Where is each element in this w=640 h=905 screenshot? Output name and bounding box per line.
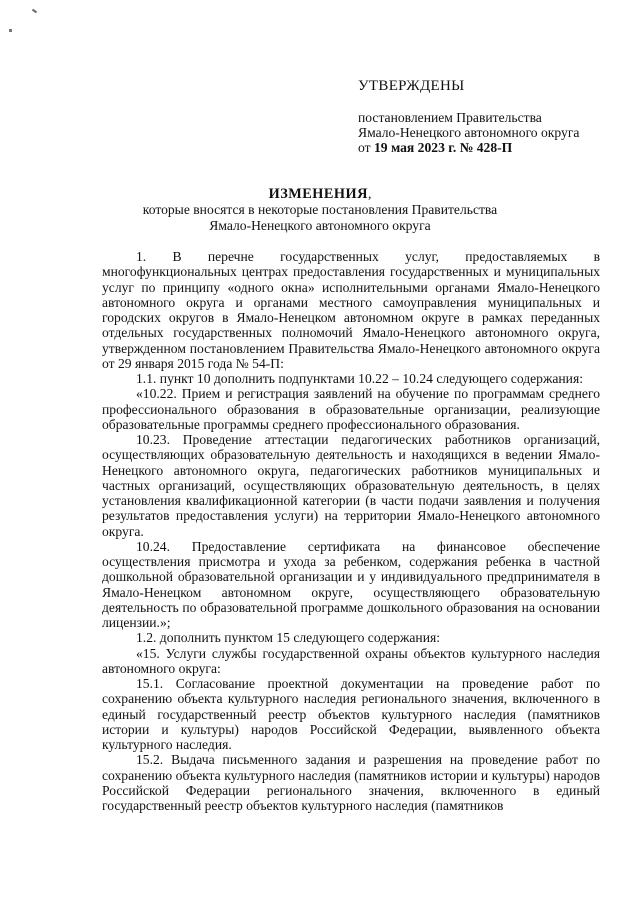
approval-line: постановлением Правительства [358, 110, 542, 125]
approval-stamp [358, 79, 579, 155]
paragraph: 1.1. пункт 10 дополнить подпунктами 10.22 – 10.24 следующего содержания: [136, 371, 583, 386]
paragraph: 15.2. Выдача письменного задания и разрешения на проведение работ по сохранению объекта культурного наследия (памятников истории и культуры) народов Российской Федерации регионального значения, включенного в единый государственный реестр объектов культурного наследия (памятников [102, 752, 600, 813]
approval-date-prefix: от [358, 140, 374, 155]
paragraph: 1.2. дополнить пунктом 15 следующего содержания: [136, 630, 440, 646]
heading-subtitle: которые вносятся в некоторые постановления Правительства [142, 202, 498, 218]
document-body [102, 249, 600, 813]
paragraph: 15.1. Согласование проектной документации на проведение работ по сохранению объекта культурного наследия регионального значения, включенного в единый государственный реестр объектов культурного наследия (памятников истории и культуры) народов Российской Федерации, выявленного объекта культурного наследия. [102, 676, 600, 752]
scan-mark [9, 29, 12, 32]
paragraph: «15. Услуги службы государственной охраны объектов культурного наследия автономного округа: [102, 645, 600, 676]
paragraph: «10.22. Прием и регистрация заявлений на обучение по программам среднего профессионального образования в образовательные организации, реализующие образовательные программы среднего профессионального образования. [102, 386, 600, 432]
approval-date: 19 мая 2023 г. № 428-П [373, 140, 513, 155]
document-heading [0, 186, 640, 233]
heading-title-suffix: , [368, 186, 372, 201]
heading-title: ИЗМЕНЕНИЯ [268, 186, 368, 202]
paragraph: 1. В перечне государственных услуг, предоставляемых в многофункциональных центрах предоставления государственных и муниципальных услуг по принципу «одного окна» исполнительными органами Ямало-Ненецкого автономного округа и органами местного самоуправления муниципальных и городских округов в Ямало-Ненецком автономном округе в рамках переданных отдельных государственных полномочий Ямало-Ненецкого автономного округа, утвержденном постановлением Правительства Ямало-Ненецкого автономного округа от 29 января 2015 года № 54-П: [102, 249, 600, 371]
heading-title-line [0, 186, 640, 202]
approval-title: УТВЕРЖДЕНЫ [358, 78, 465, 94]
heading-subtitle: Ямало-Ненецкого автономного округа [209, 217, 431, 233]
scan-mark [32, 9, 37, 14]
paragraph: 10.23. Проведение аттестации педагогических работников организаций, осуществляющих образовательную деятельность и находящихся в ведении Ямало-Ненецкого автономного округа, педагогических работников муниципальных и частных организаций, осуществляющих образовательную деятельность, в целях установления квалификационной категории (в части подачи заявления и получения результатов предоставления услуги) на территории Ямало-Ненецкого автономного округа. [102, 432, 600, 539]
approval-date-line [358, 140, 579, 155]
approval-line: Ямало-Ненецкого автономного округа [358, 125, 580, 140]
paragraph: 10.24. Предоставление сертификата на финансовое обеспечение осуществления присмотра и ухода за ребенком, содержания ребенка в частной дошкольной образовательной организации и у индивидуального предпринимателя в Ямало-Ненецком автономном округе, осуществляющего образовательную деятельность по образовательной программе дошкольного образования на основании лицензии.»; [102, 538, 600, 630]
